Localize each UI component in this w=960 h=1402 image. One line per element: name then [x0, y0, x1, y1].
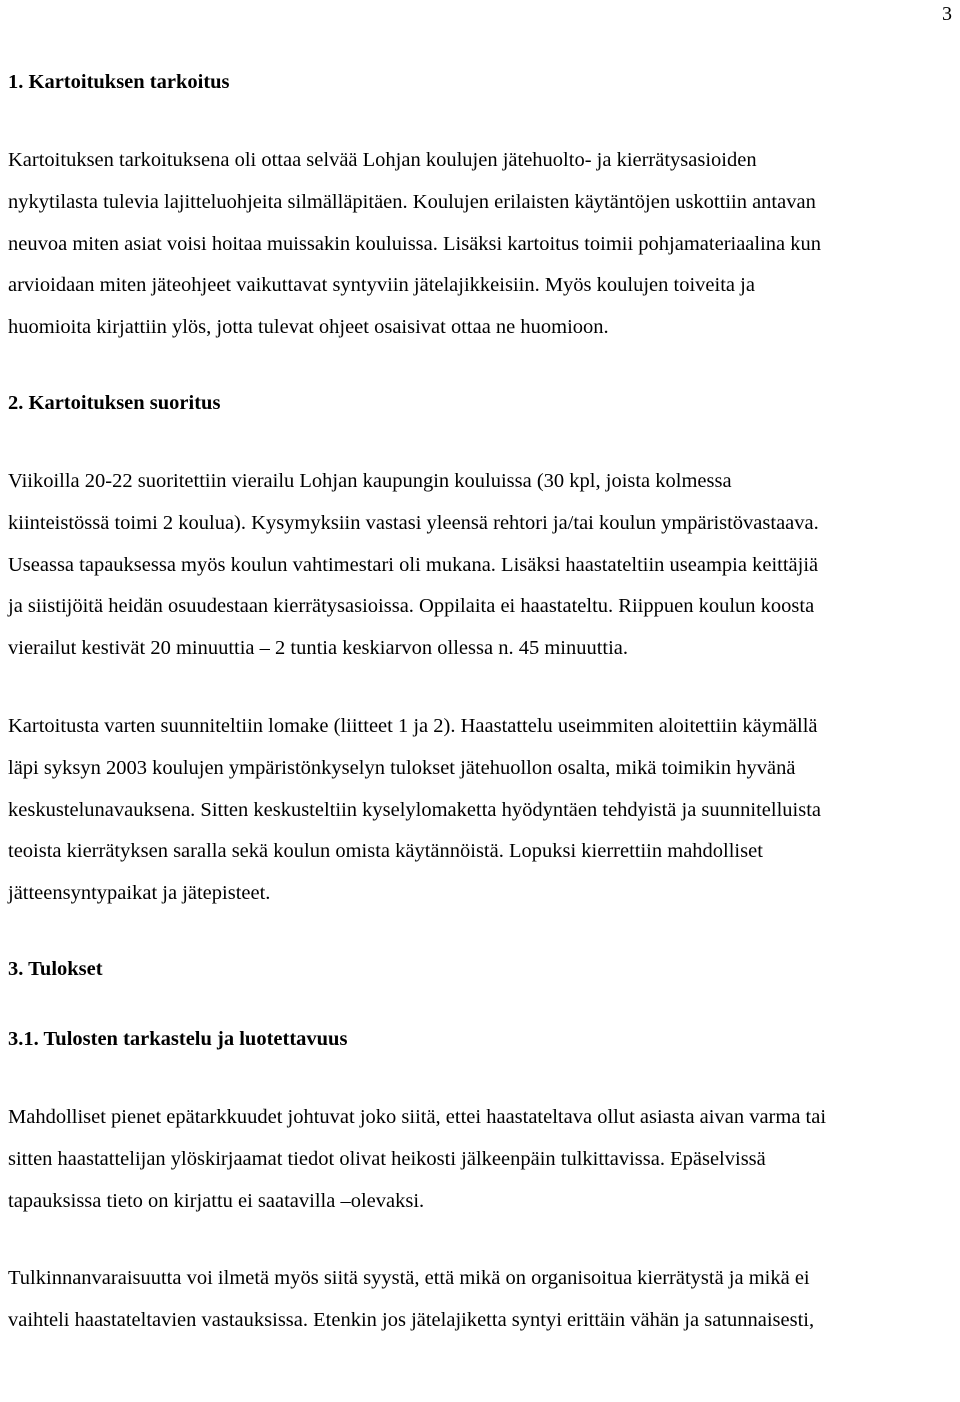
- page-number: 3: [942, 3, 952, 25]
- text-line: arvioidaan miten jäteohjeet vaikuttavat syntyviin jätelajikkeisiin. Myös koulujen toiveita ja: [8, 274, 755, 297]
- text-line: Tulkinnanvaraisuutta voi ilmetä myös siitä syystä, että mikä on organisoitua kierrätystä ja mikä ei: [8, 1267, 810, 1290]
- text-line: vaihteli haastateltavien vastauksissa. Etenkin jos jätelajiketta syntyi erittäin vähän ja satunnaisesti,: [8, 1309, 815, 1332]
- section-3-heading: 3. Tulokset: [8, 957, 103, 980]
- text-line: Viikoilla 20-22 suoritettiin vierailu Lohjan kaupungin kouluissa (30 kpl, joista kolmessa: [8, 469, 732, 492]
- text-line: Kartoituksen tarkoituksena oli ottaa selvää Lohjan koulujen jätehuolto- ja kierrätysasioiden: [8, 149, 757, 171]
- section-2-heading: 2. Kartoituksen suoritus: [8, 391, 221, 414]
- text-line: tapauksissa tieto on kirjattu ei saatavilla –olevaksi.: [8, 1189, 425, 1212]
- text-line: Mahdolliset pienet epätarkkuudet johtuvat joko siitä, ettei haastateltava ollut asiasta aivan varma tai: [8, 1105, 827, 1128]
- text-line: keskustelunavauksena. Sitten keskusteltiin kyselylomaketta hyödyntäen tehdyistä ja suunnitelluista: [8, 798, 822, 821]
- section-1-paragraph-1: [8, 140, 958, 349]
- text-line: sitten haastattelijan ylöskirjaamat tiedot olivat heikosti jälkeenpäin tulkittavissa. Epäselvissä: [8, 1147, 766, 1170]
- section-2-paragraph-1: [8, 461, 958, 670]
- text-line: läpi syksyn 2003 koulujen ympäristönkyselyn tulokset jätehuollon osalta, mikä toimikin hyvänä: [8, 756, 796, 779]
- document-body: [8, 64, 958, 1342]
- text-line: Useassa tapauksessa myös koulun vahtimestari oli mukana. Lisäksi haastateltiin useampia keittäjiä: [8, 553, 819, 576]
- text-line: ja siistijöitä heidän osuudestaan kierrätysasioissa. Oppilaita ei haastateltu. Riippuen koulun koosta: [8, 595, 815, 618]
- text-line: neuvoa miten asiat voisi hoitaa muissakin kouluissa. Lisäksi kartoitus toimii pohjamateriaalina kun: [8, 232, 822, 255]
- text-line: kiinteistössä toimi 2 koulua). Kysymyksiin vastasi yleensä rehtori ja/tai koulun ympäristövastaava.: [8, 511, 819, 534]
- text-line: vierailut kestivät 20 minuuttia – 2 tuntia keskiarvon ollessa n. 45 minuuttia.: [8, 637, 629, 660]
- section-3-1-paragraph-2: [8, 1258, 958, 1342]
- text-line: huomioita kirjattiin ylös, jotta tulevat ohjeet osaisivat ottaa ne huomioon.: [8, 316, 609, 339]
- text-line: Kartoitusta varten suunniteltiin lomake (liitteet 1 ja 2). Haastattelu useimmiten aloitettiin käymällä: [8, 714, 818, 737]
- text-line: jätteensyntypaikat ja jätepisteet.: [8, 882, 271, 905]
- text-line: nykytilasta tulevia lajitteluohjeita silmälläpitäen. Koulujen erilaisten käytäntöjen uskottiin antavan: [8, 190, 816, 213]
- section-1-heading: 1. Kartoituksen tarkoitus: [8, 71, 230, 93]
- text-line: teoista kierrätyksen saralla sekä koulun omista käytännöistä. Lopuksi kierrettiin mahdolliset: [8, 840, 763, 863]
- section-3-1-heading: 3.1. Tulosten tarkastelu ja luotettavuus: [8, 1027, 348, 1050]
- section-3-1-paragraph-1: [8, 1097, 958, 1222]
- section-2-paragraph-2: [8, 706, 958, 915]
